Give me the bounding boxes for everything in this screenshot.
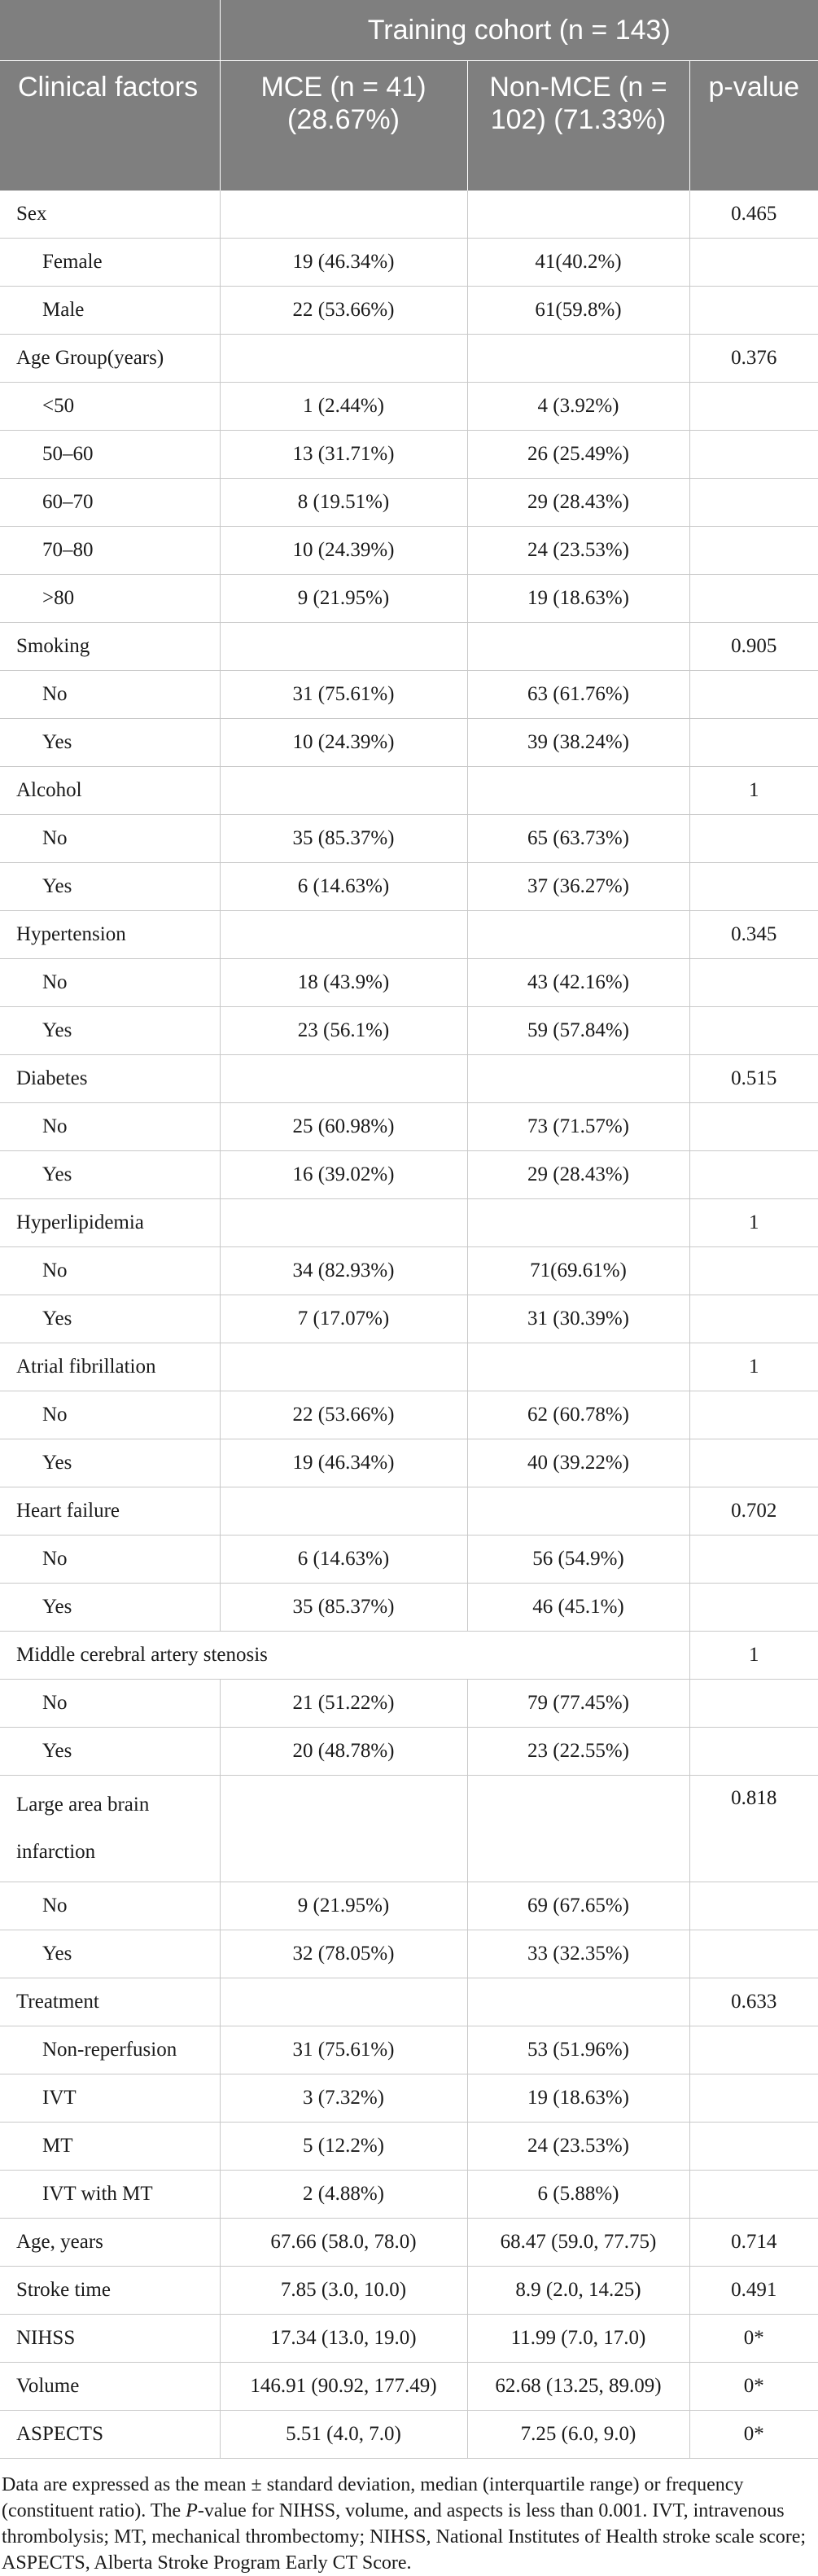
p-value [689,2074,818,2123]
table-row [0,287,818,335]
table-row [0,1007,818,1055]
row-label: Hypertension [0,911,220,959]
non-mce-value: 26 (25.49%) [467,431,689,479]
row-label: Sex [0,191,220,239]
table-row [0,1487,818,1536]
non-mce-value [467,335,689,383]
mce-value: 7 (17.07%) [220,1295,467,1343]
non-mce-value: 6 (5.88%) [467,2171,689,2219]
mce-value: 146.91 (90.92, 177.49) [220,2363,467,2411]
row-label: No [0,671,220,719]
non-mce-value: 68.47 (59.0, 77.75) [467,2219,689,2267]
row-label: ASPECTS [0,2411,220,2459]
row-label: Yes [0,1151,220,1199]
mce-value [220,1978,467,2026]
non-mce-value: 69 (67.65%) [467,1882,689,1930]
mce-value [220,1199,467,1247]
mce-value: 21 (51.22%) [220,1680,467,1728]
row-label: Yes [0,863,220,911]
mce-value [220,623,467,671]
row-label: No [0,1247,220,1295]
table-row [0,719,818,767]
table-row [0,2411,818,2459]
p-value: 0.376 [689,335,818,383]
table-row [0,2267,818,2315]
non-mce-value: 63 (61.76%) [467,671,689,719]
row-label: Male [0,287,220,335]
mce-value: 20 (48.78%) [220,1728,467,1776]
p-value [689,1103,818,1151]
table-row [0,2219,818,2267]
table-row [0,1930,818,1978]
mce-value: 34 (82.93%) [220,1247,467,1295]
row-label: No [0,959,220,1007]
p-value [689,863,818,911]
row-label: Volume [0,2363,220,2411]
non-mce-value: 61(59.8%) [467,287,689,335]
mce-value: 7.85 (3.0, 10.0) [220,2267,467,2315]
non-mce-value: 65 (63.73%) [467,815,689,863]
p-value [689,815,818,863]
p-value [689,239,818,287]
p-value [689,1680,818,1728]
p-value [689,1584,818,1632]
row-label: No [0,1103,220,1151]
p-value: 1 [689,1632,818,1680]
row-label: Yes [0,1930,220,1978]
non-mce-value: 24 (23.53%) [467,2123,689,2171]
table-row [0,2363,818,2411]
mce-value: 5 (12.2%) [220,2123,467,2171]
p-value: 0.905 [689,623,818,671]
footnote-p-italic: P [186,2500,198,2521]
non-mce-value: 59 (57.84%) [467,1007,689,1055]
non-mce-value: 7.25 (6.0, 9.0) [467,2411,689,2459]
table-row [0,2315,818,2363]
table-row [0,1295,818,1343]
table-row [0,767,818,815]
mce-value: 32 (78.05%) [220,1930,467,1978]
p-value: 0* [689,2363,818,2411]
p-value: 0.818 [689,1776,818,1882]
p-value: 0.633 [689,1978,818,2026]
mce-value: 35 (85.37%) [220,1584,467,1632]
p-value [689,1295,818,1343]
mce-value: 16 (39.02%) [220,1151,467,1199]
mce-value [220,1343,467,1391]
p-value [689,479,818,527]
table-row [0,1391,818,1439]
table-row [0,671,818,719]
mce-value: 22 (53.66%) [220,287,467,335]
p-value [689,1536,818,1584]
table-row [0,335,818,383]
non-mce-value [467,1978,689,2026]
non-mce-value [467,1776,689,1882]
non-mce-value [467,1343,689,1391]
p-value [689,1930,818,1978]
table-row [0,527,818,575]
row-label: No [0,1680,220,1728]
row-label: Yes [0,1007,220,1055]
row-label: Yes [0,1728,220,1776]
mce-value [220,1487,467,1536]
p-value [689,1391,818,1439]
table-row [0,911,818,959]
mce-value: 1 (2.44%) [220,383,467,431]
mce-value: 31 (75.61%) [220,2026,467,2074]
row-label: Hyperlipidemia [0,1199,220,1247]
clinical-factors-header: Clinical factors [0,61,220,191]
p-value [689,527,818,575]
mce-value: 5.51 (4.0, 7.0) [220,2411,467,2459]
row-label: Stroke time [0,2267,220,2315]
non-mce-value: 73 (71.57%) [467,1103,689,1151]
table-row [0,191,818,239]
table-row [0,239,818,287]
table-row [0,2074,818,2123]
p-value [689,1882,818,1930]
mce-value: 19 (46.34%) [220,1439,467,1487]
p-value: 0.714 [689,2219,818,2267]
p-value: 0.702 [689,1487,818,1536]
table-row [0,1728,818,1776]
row-label: IVT [0,2074,220,2123]
row-label: MT [0,2123,220,2171]
row-label: Yes [0,1584,220,1632]
p-value [689,1247,818,1295]
non-mce-value [467,767,689,815]
mce-value: 13 (31.71%) [220,431,467,479]
non-mce-value: 24 (23.53%) [467,527,689,575]
row-label: 50–60 [0,431,220,479]
mce-value: 23 (56.1%) [220,1007,467,1055]
p-value [689,287,818,335]
non-mce-value [467,911,689,959]
table-row [0,1536,818,1584]
p-value: 1 [689,1343,818,1391]
row-label: Large area brain infarction [0,1776,220,1882]
table-row [0,1439,818,1487]
table-row [0,1776,818,1882]
non-mce-value: 19 (18.63%) [467,575,689,623]
mce-value: 67.66 (58.0, 78.0) [220,2219,467,2267]
row-label: Female [0,239,220,287]
table-row [0,383,818,431]
non-mce-header: Non-MCE (n = 102) (71.33%) [467,61,689,191]
non-mce-value: 29 (28.43%) [467,479,689,527]
p-value: 0* [689,2315,818,2363]
row-label: 70–80 [0,527,220,575]
p-value [689,431,818,479]
non-mce-value [467,191,689,239]
p-value: 0* [689,2411,818,2459]
footnote-part2: -value for NIHSS, volume, and aspects is less than 0.001. IVT, intravenous thrombolysis; MT, mechanical thrombectomy; NIHSS, National Institutes of Health stroke scale score; ASPECTS, Alberta Stroke Program Early CT Score. [2,2500,807,2574]
table-row [0,2171,818,2219]
table-row [0,959,818,1007]
mce-value: 22 (53.66%) [220,1391,467,1439]
table-row [0,1343,818,1391]
row-label: Non-reperfusion [0,2026,220,2074]
non-mce-value: 11.99 (7.0, 17.0) [467,2315,689,2363]
non-mce-value: 43 (42.16%) [467,959,689,1007]
table-row [0,1199,818,1247]
mce-value: 10 (24.39%) [220,527,467,575]
mce-value: 10 (24.39%) [220,719,467,767]
p-value: 1 [689,767,818,815]
p-value: 0.491 [689,2267,818,2315]
p-value [689,2123,818,2171]
mce-value: 17.34 (13.0, 19.0) [220,2315,467,2363]
table-row [0,2026,818,2074]
table-row [0,815,818,863]
p-value: 1 [689,1199,818,1247]
table-row [0,1632,818,1680]
non-mce-value: 79 (77.45%) [467,1680,689,1728]
row-label: Middle cerebral artery stenosis [0,1632,689,1680]
mce-value [220,335,467,383]
mce-value: 9 (21.95%) [220,1882,467,1930]
row-label: No [0,815,220,863]
row-label: Smoking [0,623,220,671]
non-mce-value: 19 (18.63%) [467,2074,689,2123]
footnote-part1: Data are expressed as the mean ± standard deviation, median (interquartile range) or frequency (constituent ratio). The [2,2474,744,2521]
non-mce-value: 29 (28.43%) [467,1151,689,1199]
non-mce-value: 4 (3.92%) [467,383,689,431]
table-footnote [0,2459,818,2576]
non-mce-value: 71(69.61%) [467,1247,689,1295]
p-value [689,2171,818,2219]
table-row [0,431,818,479]
non-mce-value: 33 (32.35%) [467,1930,689,1978]
non-mce-value: 8.9 (2.0, 14.25) [467,2267,689,2315]
mce-value: 8 (19.51%) [220,479,467,527]
row-label: Atrial fibrillation [0,1343,220,1391]
non-mce-value: 53 (51.96%) [467,2026,689,2074]
p-value [689,2026,818,2074]
row-label: Age Group(years) [0,335,220,383]
non-mce-value: 41(40.2%) [467,239,689,287]
p-value [689,1728,818,1776]
table-row [0,1247,818,1295]
mce-value [220,911,467,959]
non-mce-value: 40 (39.22%) [467,1439,689,1487]
row-label: IVT with MT [0,2171,220,2219]
mce-value [220,1776,467,1882]
non-mce-value [467,1487,689,1536]
row-label: Treatment [0,1978,220,2026]
row-label: Diabetes [0,1055,220,1103]
row-label: No [0,1391,220,1439]
row-label: Age, years [0,2219,220,2267]
p-value [689,719,818,767]
mce-value: 19 (46.34%) [220,239,467,287]
table-row [0,1978,818,2026]
p-value: 0.515 [689,1055,818,1103]
mce-value: 3 (7.32%) [220,2074,467,2123]
non-mce-value: 23 (22.55%) [467,1728,689,1776]
p-value [689,1439,818,1487]
table-row [0,479,818,527]
mce-value: 6 (14.63%) [220,863,467,911]
table-row [0,863,818,911]
mce-value [220,1055,467,1103]
table-row [0,2123,818,2171]
row-label: 60–70 [0,479,220,527]
non-mce-value: 46 (45.1%) [467,1584,689,1632]
cohort-header: Training cohort (n = 143) [220,0,818,61]
p-value [689,959,818,1007]
p-value [689,1151,818,1199]
p-value-header: p-value [689,61,818,191]
row-label: NIHSS [0,2315,220,2363]
p-value: 0.345 [689,911,818,959]
mce-value: 6 (14.63%) [220,1536,467,1584]
table-row [0,1882,818,1930]
p-value [689,383,818,431]
header-blank-cell [0,0,220,61]
non-mce-value: 62 (60.78%) [467,1391,689,1439]
mce-value: 31 (75.61%) [220,671,467,719]
row-label: Yes [0,1439,220,1487]
mce-value [220,191,467,239]
non-mce-value [467,1199,689,1247]
mce-value: 35 (85.37%) [220,815,467,863]
mce-header: MCE (n = 41) (28.67%) [220,61,467,191]
table-row [0,1680,818,1728]
table-row [0,1151,818,1199]
mce-value: 25 (60.98%) [220,1103,467,1151]
non-mce-value: 37 (36.27%) [467,863,689,911]
row-label: Yes [0,719,220,767]
p-value [689,671,818,719]
row-label: <50 [0,383,220,431]
row-label: No [0,1536,220,1584]
row-label: Alcohol [0,767,220,815]
non-mce-value [467,1055,689,1103]
row-label: Yes [0,1295,220,1343]
row-label: >80 [0,575,220,623]
non-mce-value: 56 (54.9%) [467,1536,689,1584]
table-row [0,623,818,671]
non-mce-value [467,623,689,671]
table-row [0,1055,818,1103]
mce-value [220,767,467,815]
p-value [689,1007,818,1055]
row-label: Heart failure [0,1487,220,1536]
non-mce-value: 62.68 (13.25, 89.09) [467,2363,689,2411]
table-row [0,575,818,623]
p-value: 0.465 [689,191,818,239]
table-row [0,1103,818,1151]
mce-value: 9 (21.95%) [220,575,467,623]
table-row [0,1584,818,1632]
non-mce-value: 31 (30.39%) [467,1295,689,1343]
mce-value: 2 (4.88%) [220,2171,467,2219]
table-body [0,191,818,2459]
row-label: No [0,1882,220,1930]
non-mce-value: 39 (38.24%) [467,719,689,767]
mce-value: 18 (43.9%) [220,959,467,1007]
p-value [689,575,818,623]
